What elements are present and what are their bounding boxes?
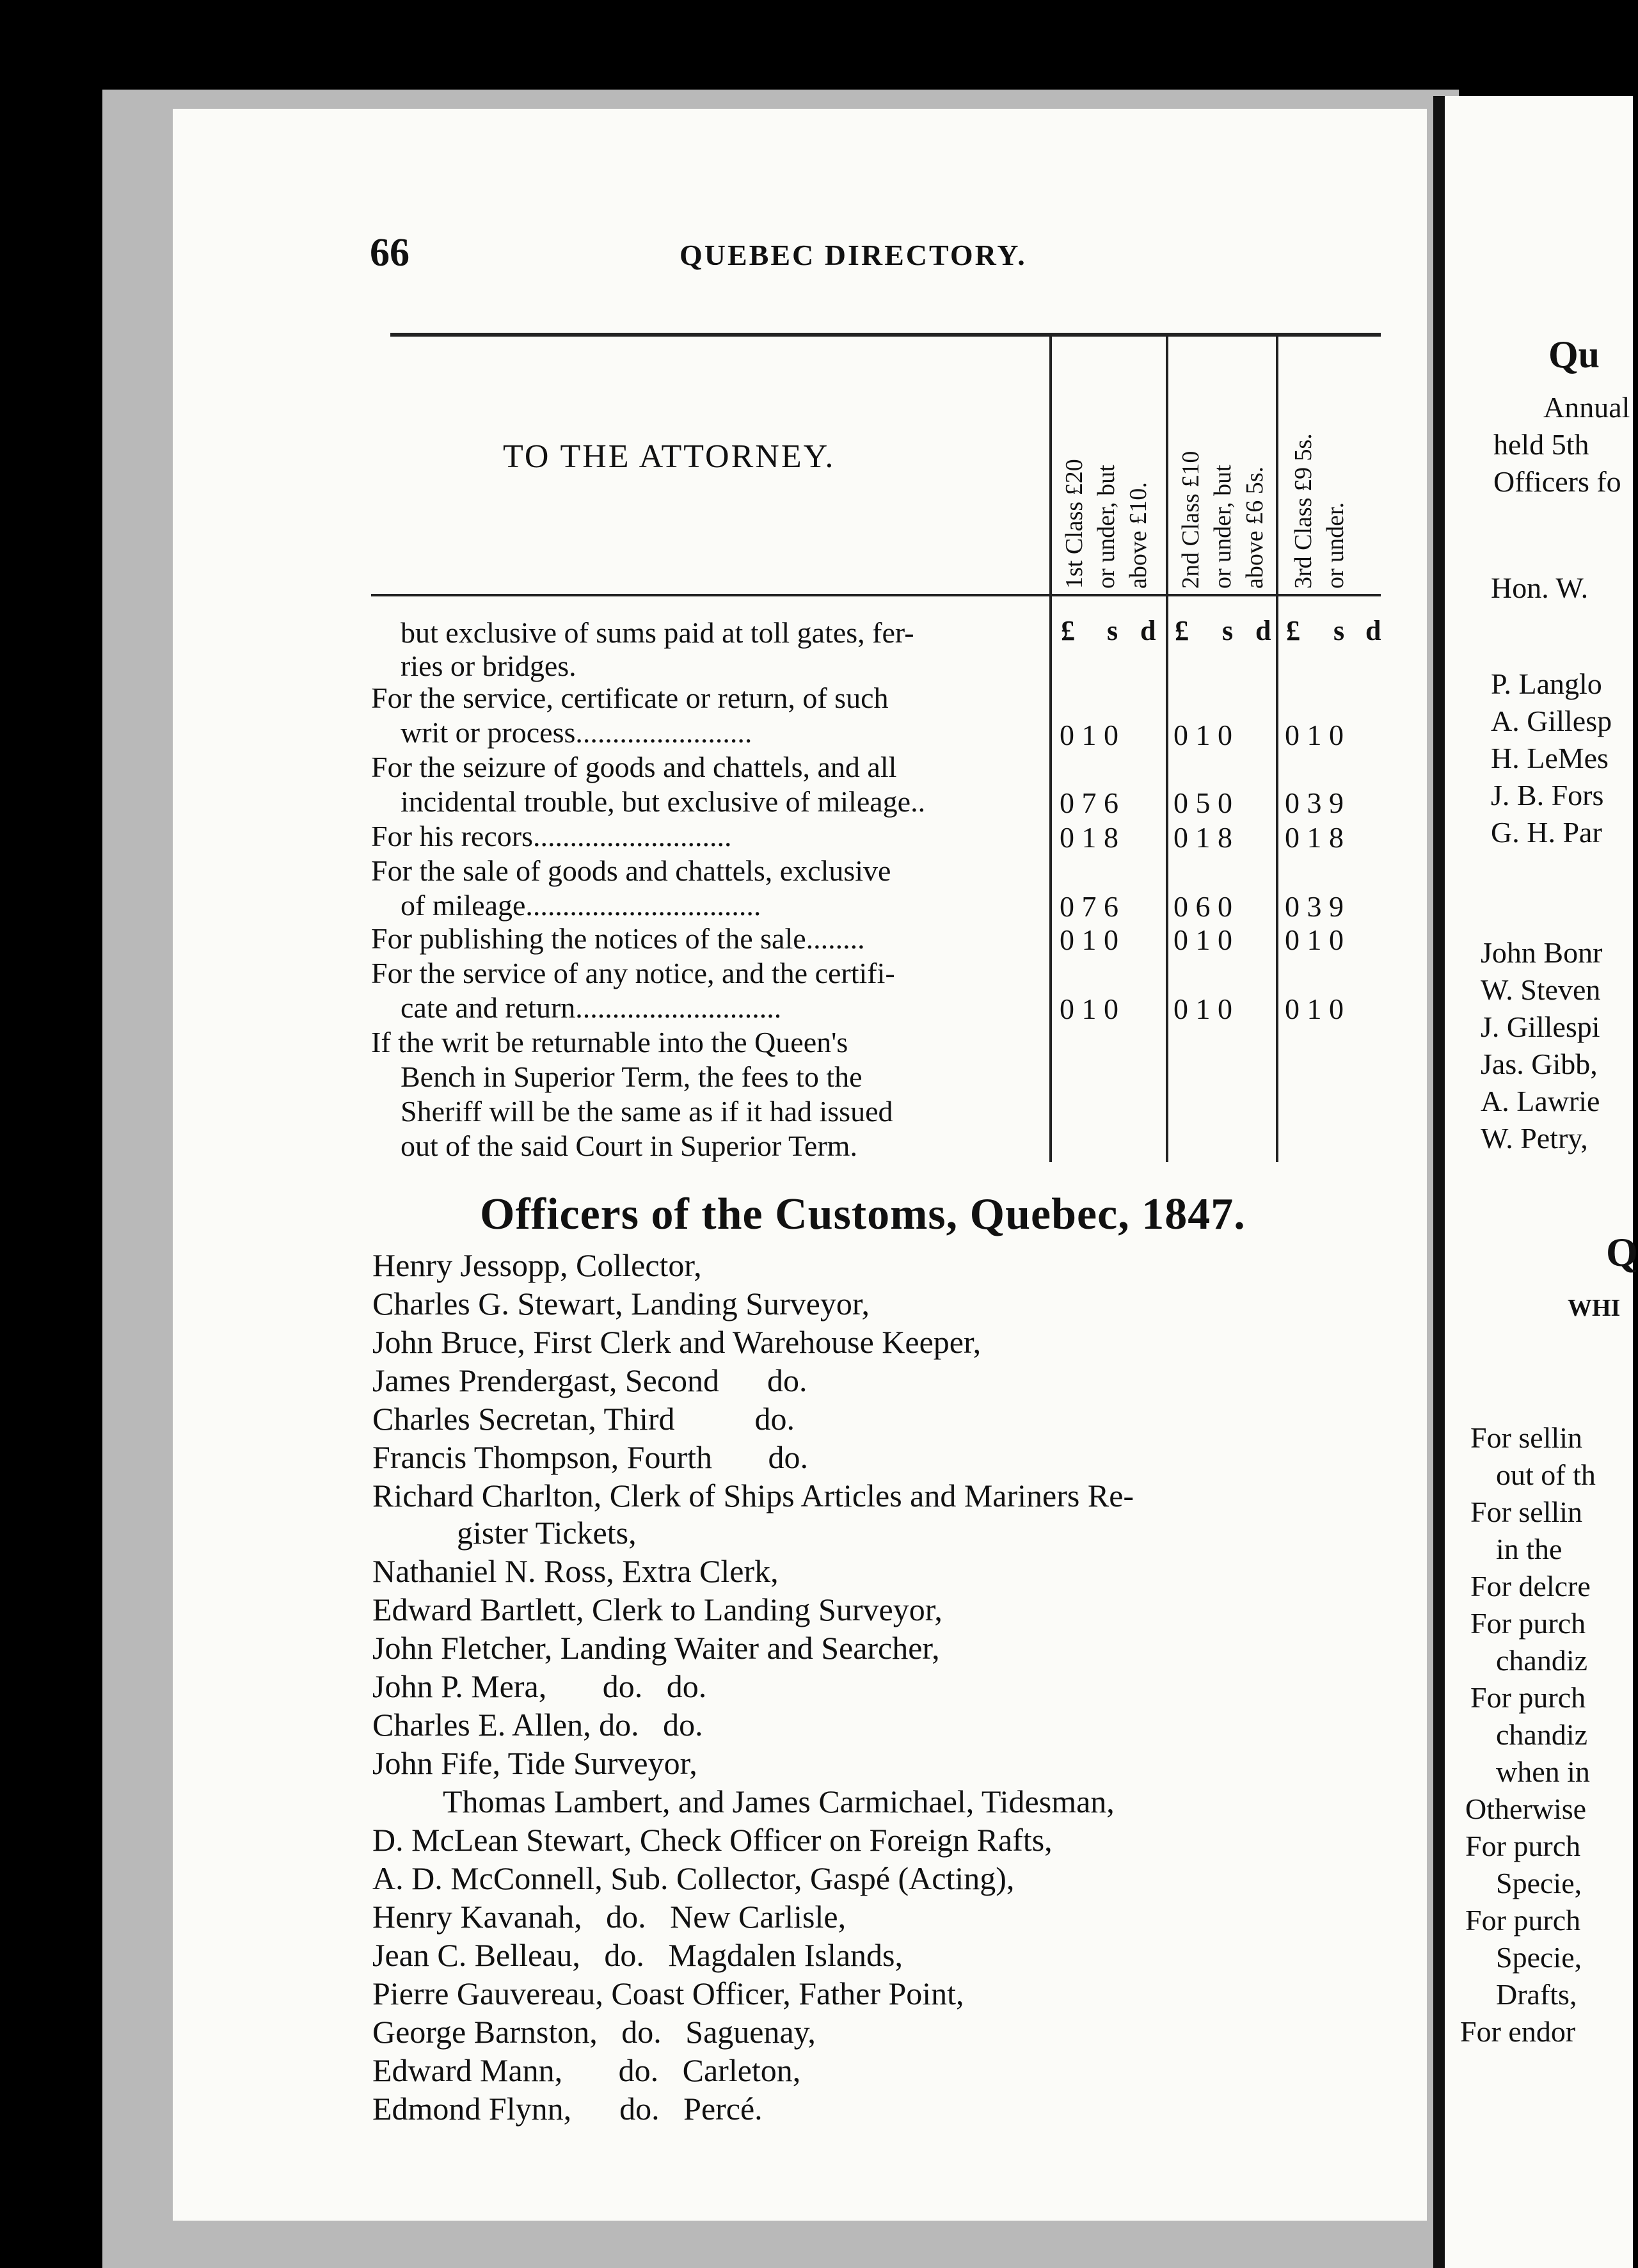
right-page-line: G. H. Par [1491, 816, 1602, 849]
officer-line: James Prendergast, Second do. [372, 1362, 807, 1398]
officer-line: gister Tickets, [457, 1515, 637, 1551]
table-row-text: but exclusive of sums paid at toll gates, fer- [401, 616, 914, 649]
unit-pound-3: £ [1286, 615, 1300, 646]
right-page-line: H. LeMes [1491, 742, 1609, 774]
right-page-line: For purch [1465, 1904, 1581, 1937]
column-divider-1 [1049, 337, 1052, 1162]
officer-line: Pierre Gauvereau, Coast Officer, Father Point, [372, 1976, 964, 2011]
table-row-text: If the writ be returnable into the Queen's [371, 1026, 848, 1058]
amount-cell: 0 1 0 [1173, 923, 1232, 956]
unit-pence-2: d [1255, 615, 1271, 646]
column-header-first-class: 1st Class £20 or under, but above £10. [1061, 459, 1152, 589]
amount-cell: 0 5 0 [1173, 787, 1232, 819]
officer-line: Edward Mann, do. Carleton, [372, 2052, 801, 2088]
amount-cell: 0 1 8 [1285, 821, 1344, 854]
officer-line: A. D. McConnell, Sub. Collector, Gaspé (Acting), [372, 1860, 1015, 1896]
officer-line: Jean C. Belleau, do. Magdalen Islands, [372, 1937, 903, 1973]
amount-cell: 0 1 0 [1060, 923, 1118, 956]
table-row-text: For publishing the notices of the sale........ [371, 922, 865, 955]
table-row-text: Sheriff will be the same as if it had issued [401, 1095, 893, 1128]
right-page-line: out of th [1496, 1458, 1596, 1491]
unit-pence-3: d [1365, 615, 1381, 646]
unit-shilling-1: s [1107, 615, 1118, 646]
officer-line: Henry Kavanah, do. New Carlisle, [372, 1899, 847, 1935]
table-row-text: For the service of any notice, and the certifi- [371, 957, 895, 989]
right-page-line: Officers fo [1493, 465, 1621, 498]
amount-cell: 0 1 0 [1173, 993, 1232, 1025]
right-page-line: held 5th [1493, 428, 1589, 461]
right-page-heading: Q [1606, 1229, 1638, 1275]
amount-cell: 0 1 8 [1173, 821, 1232, 854]
right-page-line: A. Lawrie [1481, 1085, 1600, 1117]
right-page-line: Specie, [1496, 1867, 1582, 1899]
right-page-line: Specie, [1496, 1941, 1582, 1974]
officer-line: Edward Bartlett, Clerk to Landing Surveyor, [372, 1592, 942, 1627]
table-row-text: incidental trouble, but exclusive of mileage.. [401, 785, 926, 818]
officer-line: D. McLean Stewart, Check Officer on Foreign Rafts, [372, 1822, 1053, 1858]
officer-line: Nathaniel N. Ross, Extra Clerk, [372, 1553, 779, 1589]
right-page-line: Jas. Gibb, [1481, 1048, 1598, 1080]
officer-line: John Fletcher, Landing Waiter and Searcher, [372, 1630, 940, 1666]
right-page-line: John Bonr [1481, 936, 1603, 969]
officer-line: George Barnston, do. Saguenay, [372, 2014, 816, 2050]
officer-line: Charles E. Allen, do. do. [372, 1707, 703, 1743]
book-gutter [1433, 96, 1445, 2268]
table-top-rule [390, 333, 1381, 337]
column-divider-3 [1276, 337, 1278, 1162]
right-page-line: For purch [1470, 1681, 1586, 1714]
column-divider-2 [1166, 337, 1168, 1162]
right-page-line: P. Langlo [1491, 667, 1602, 700]
table-row-text: Bench in Superior Term, the fees to the [401, 1060, 863, 1093]
unit-shilling-3: s [1333, 615, 1345, 646]
right-page-line: when in [1496, 1755, 1590, 1788]
right-page-line: J. Gillespi [1481, 1010, 1600, 1043]
table-row-text: cate and return............................ [401, 991, 782, 1024]
table-title: TO THE ATTORNEY. [503, 438, 836, 475]
officer-line: Edmond Flynn, do. Percé. [372, 2091, 763, 2127]
officer-line: John Fife, Tide Surveyor, [372, 1745, 697, 1781]
customs-heading: Officers of the Customs, Quebec, 1847. [480, 1190, 1246, 1239]
right-page-line: W. Steven [1481, 973, 1601, 1006]
right-page-line: chandiz [1496, 1644, 1588, 1677]
amount-cell: 0 7 6 [1060, 787, 1118, 819]
amount-cell: 0 3 9 [1285, 890, 1344, 923]
table-row-text: of mileage................................ [401, 889, 761, 922]
right-page-line: chandiz [1496, 1718, 1588, 1751]
right-page-line: A. Gillesp [1491, 705, 1612, 737]
amount-cell: 0 1 0 [1173, 719, 1232, 751]
right-page-line: Hon. W. [1491, 571, 1589, 604]
right-page-line: Annual [1543, 391, 1630, 424]
table-row-text: For the seizure of goods and chattels, and all [371, 751, 897, 783]
right-page-line: Otherwise [1465, 1793, 1587, 1825]
amount-cell: 0 1 0 [1060, 993, 1118, 1025]
unit-pound-1: £ [1061, 615, 1075, 646]
right-page-line: W. Petry, [1481, 1122, 1588, 1154]
unit-pound-2: £ [1175, 615, 1189, 646]
officer-line: John P. Mera, do. do. [372, 1668, 707, 1704]
officer-line: John Bruce, First Clerk and Warehouse Keeper, [372, 1324, 982, 1360]
unit-pence-1: d [1140, 615, 1156, 646]
amount-cell: 0 1 0 [1285, 923, 1344, 956]
amount-cell: 0 1 0 [1285, 719, 1344, 751]
page-number: 66 [370, 231, 410, 275]
right-page-line: Drafts, [1496, 1978, 1577, 2011]
table-row-text: For the sale of goods and chattels, exclusive [371, 854, 891, 887]
amount-cell: 0 6 0 [1173, 890, 1232, 923]
table-row-text: For the service, certificate or return, of such [371, 682, 889, 714]
column-header-third-class: 3rd Class £9 5s. or under. [1290, 433, 1349, 589]
officer-line: Charles G. Stewart, Landing Surveyor, [372, 1286, 870, 1322]
right-page-line: For delcre [1470, 1570, 1591, 1602]
amount-cell: 0 1 0 [1285, 993, 1344, 1025]
right-page-heading: Qu [1548, 333, 1600, 376]
right-page-line: For purch [1470, 1607, 1586, 1640]
officer-line: Thomas Lambert, and James Carmichael, Tidesman, [443, 1784, 1115, 1819]
amount-cell: 0 7 6 [1060, 890, 1118, 923]
amount-cell: 0 1 8 [1060, 821, 1118, 854]
table-row-text: out of the said Court in Superior Term. [401, 1130, 857, 1162]
table-row-text: For his recors........................... [371, 820, 732, 852]
officer-line: Francis Thompson, Fourth do. [372, 1439, 809, 1475]
officer-line: Charles Secretan, Third do. [372, 1401, 795, 1437]
right-page-line: in the [1496, 1533, 1562, 1565]
amount-cell: 0 3 9 [1285, 787, 1344, 819]
amount-cell: 0 1 0 [1060, 719, 1118, 751]
right-page-line: For endor [1460, 2015, 1576, 2048]
table-row-text: writ or process........................ [401, 716, 752, 749]
running-title: QUEBEC DIRECTORY. [680, 239, 1027, 271]
right-page-line: For sellin [1470, 1421, 1583, 1454]
right-page-line: J. B. Fors [1491, 779, 1604, 811]
unit-shilling-2: s [1222, 615, 1234, 646]
table-row-text: ries or bridges. [401, 650, 576, 682]
officer-line: Henry Jessopp, Collector, [372, 1247, 702, 1283]
right-page-line: For sellin [1470, 1496, 1583, 1528]
officer-line: Richard Charlton, Clerk of Ships Articles and Mariners Re- [372, 1478, 1134, 1513]
column-header-second-class: 2nd Class £10 or under, but above £6 5s. [1177, 451, 1268, 589]
right-page-line: For purch [1465, 1830, 1581, 1862]
table-header-rule [371, 594, 1381, 596]
right-page-subheading: WHI [1568, 1295, 1621, 1322]
